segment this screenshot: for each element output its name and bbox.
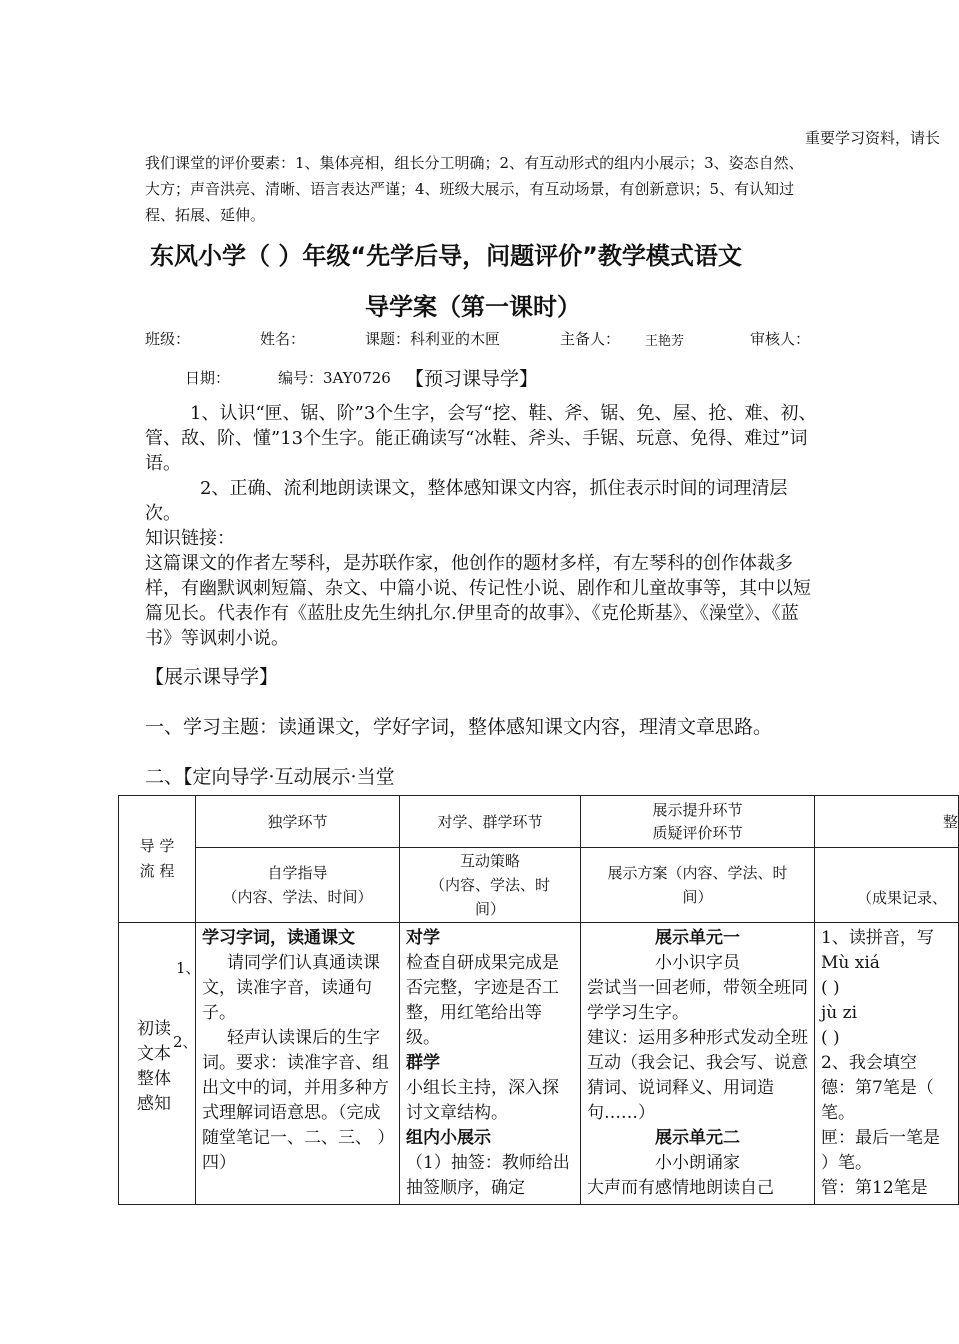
- subheader-strategy: 互动策略 （内容、学法、时 间）: [400, 848, 581, 923]
- preview-title: 【预习课导学】: [405, 368, 539, 390]
- unit1-p2: 建议：运用多种形式发动全班互动（我会记、我会写、说意猜词、说词释义、用词造句……）: [587, 1028, 808, 1123]
- group-title: 群学: [406, 1053, 440, 1073]
- name-label: 姓名：: [260, 330, 306, 348]
- unit1-sub: 小小识字员: [655, 953, 740, 973]
- evaluation-text: 我们课堂的评价要素：1、集体亮相，组长分工明确；2、有互动形式的组内小展示；3、姿态自然、大方；声音洪亮、清晰、语言表达严谨；4、班级大展示，有互动场景，有创新意识；5、有认知过程、拓展、延伸。: [145, 154, 804, 224]
- group-p1: 小组长主持，深入探讨文章结构。: [406, 1078, 559, 1123]
- header-independent: 独学环节: [196, 796, 400, 848]
- unit1-title: 展示单元一: [655, 928, 740, 948]
- small-show-title: 组内小展示: [406, 1128, 491, 1148]
- results-line-8: 笔。: [821, 1103, 855, 1123]
- row-label-cell: [119, 923, 201, 1205]
- show-cell: [581, 923, 815, 1205]
- guide-table: [118, 795, 959, 1205]
- results-line-7: 德：第7笔是（: [821, 1078, 934, 1098]
- unit2-title: 展示单元二: [655, 1128, 740, 1148]
- meta-row-2: [0, 364, 950, 390]
- subheader-results: （成果记录、: [815, 848, 959, 923]
- small-show-p1: （1）抽签：教师给出抽签顺序，确定: [406, 1153, 570, 1198]
- page-title: 东风小学（ ）年级“先学后导，问题评价”教学模式语文: [150, 242, 742, 270]
- page-subtitle: 导学案（第一课时）: [365, 293, 581, 321]
- results-line-9: 匣：最后一笔是: [821, 1128, 940, 1148]
- results-line-1: 1、读拼音，写: [821, 928, 934, 948]
- unit2-sub: 小小朗诵家: [655, 1153, 740, 1173]
- results-line-3: ( ): [821, 978, 840, 998]
- independent-cell: [196, 923, 400, 1205]
- results-line-4: jù zi: [821, 1003, 858, 1023]
- pair-title: 对学: [406, 928, 440, 948]
- code-label: 编号：3AY0726: [278, 369, 391, 387]
- unit1-p1: 尝试当一回老师，带领全班同学学习生字。: [587, 978, 808, 1023]
- results-line-6: 2、我会填空: [821, 1053, 917, 1073]
- knowledge-label: 知识链接：: [145, 528, 235, 549]
- row-num-2: 2、: [173, 1033, 198, 1051]
- header-show: 展示提升环节 质疑评价环节: [581, 796, 815, 848]
- flow-header: 导 学 流 程: [119, 796, 196, 923]
- results-cell: [815, 923, 959, 1205]
- header-pair-group: 对学、群学环节: [400, 796, 581, 848]
- goal-2: 2、正确、流利地朗读课文，整体感知课文内容，抓住表示时间的词理清层次。: [145, 478, 788, 524]
- pair-cell: [400, 923, 581, 1205]
- independent-p2: 轻声认读课后的生字词。要求：读准字音、组出文中的词，并用多种方式理解词语意思。（完成随堂笔记一、二、三、 ）四）: [202, 1028, 389, 1173]
- subheader-self-study: 自学指导 （内容、学法、时间）: [196, 848, 400, 923]
- independent-p1: 请同学们认真通读课文，读准字音，读通句子。: [202, 953, 380, 1023]
- pair-p1: 检查自研成果完成是否完整，字迹是否工整，用红笔给出等级。: [406, 953, 559, 1048]
- results-line-11: 管：第12笔是: [821, 1178, 928, 1198]
- unit2-p1: 大声而有感情地朗读自己: [587, 1178, 774, 1198]
- results-line-10: ）笔。: [821, 1153, 872, 1173]
- header-note: 重要学习资料，请长: [805, 129, 941, 147]
- goal-1: 1、认识“匣、锯、阶”3个生字，会写“挖、鞋、斧、锯、免、屋、抢、难、初、管、敌、阶、懂”13个生字。能正确读写“冰鞋、斧头、手锯、玩意、免得、难过”词语。: [145, 403, 817, 474]
- subheader-show-plan: 展示方案（内容、学法、时 间）: [581, 848, 815, 923]
- class-label: 班级：: [145, 330, 191, 348]
- show-title: 【展示课导学】: [145, 666, 279, 688]
- results-line-2: Mù xiá: [821, 953, 880, 973]
- header-overall: 整: [815, 796, 959, 848]
- preparer-name: 王艳芳: [645, 334, 685, 349]
- results-line-5: ( ): [821, 1028, 840, 1048]
- independent-title: 学习字词，读通课文: [202, 928, 355, 948]
- knowledge-text: 这篇课文的作者左琴科，是苏联作家，他创作的题材多样，有左琴科的创作体裁多样，有幽默讽刺短篇、杂文、中篇小说、传记性小说、剧作和儿童故事等，其中以短篇见长。代表作有《蓝肚皮先生纳扎尔.伊里奇的故事》、《克伦斯基》、《澡堂》、《蓝书》等讽刺小说。: [145, 553, 811, 649]
- date-label: 日期：: [185, 369, 231, 387]
- preparer-label: 主备人：: [560, 330, 621, 348]
- meta-row-1: [0, 328, 950, 352]
- row-num-1: 1、: [176, 959, 201, 977]
- reviewer-label: 审核人：: [750, 330, 811, 348]
- section-1: 一、学习主题：读通课文，学好字词，整体感知课文内容，理清文章思路。: [145, 716, 773, 738]
- row-label: 初读 文本 整体 感知: [137, 1019, 171, 1114]
- topic: 课题：科利亚的木匣: [365, 330, 501, 348]
- section-2: 二、【定向导学·互动展示·当堂: [145, 766, 395, 788]
